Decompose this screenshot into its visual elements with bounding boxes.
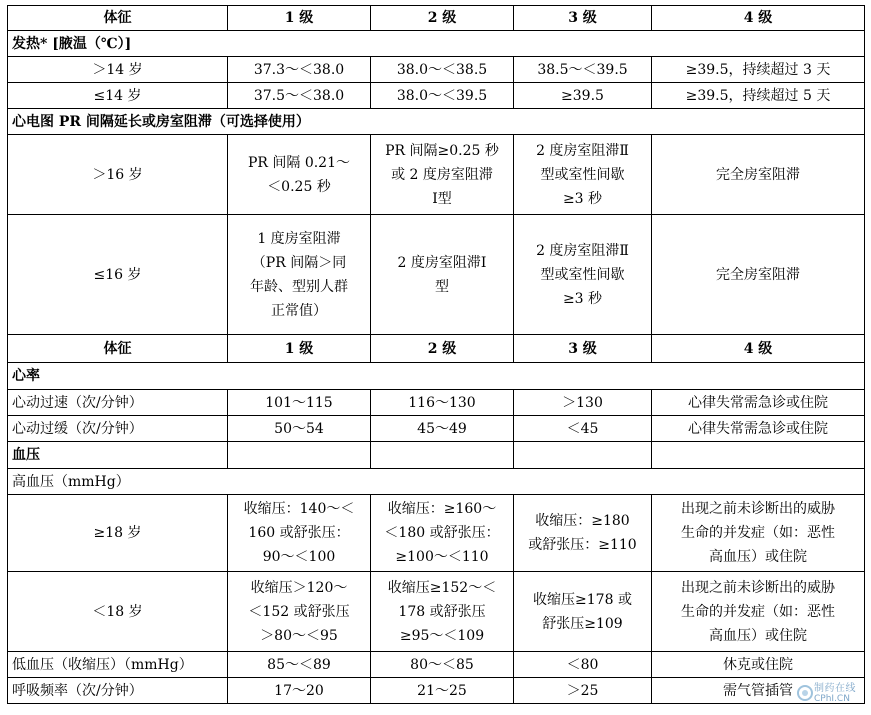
- header-grade-3: 3 级: [514, 335, 652, 363]
- grade-2-cell: 38.0～＜38.5: [371, 57, 514, 83]
- header-grade-1: 1 级: [228, 335, 371, 363]
- grade-4-cell: 出现之前未诊断出的威胁 生命的并发症（如：恶性 高血压）或住院: [652, 495, 865, 572]
- ecg-section-row: [8, 109, 865, 135]
- fever-section-title: 发热* [腋温（℃）]: [8, 31, 865, 57]
- table-row: [8, 57, 865, 83]
- table-row: [8, 83, 865, 109]
- header-grade-4: 4 级: [652, 335, 865, 363]
- grade-3-cell: 收缩压≥178 或 舒张压≥109: [514, 572, 652, 652]
- grade-3-cell: ＞25: [514, 678, 652, 704]
- grade-3-cell: 2 度房室阻滞Ⅱ 型或室性间歇 ≥3 秒: [514, 215, 652, 335]
- grade-1-cell: 收缩压＞120～ ＜152 或舒张压 ＞80～＜95: [228, 572, 371, 652]
- header-sign: 体征: [8, 6, 228, 31]
- grade-1-cell: 85～＜89: [228, 652, 371, 678]
- grade-2-cell: PR 间隔≥0.25 秒 或 2 度房室阻滞 Ⅰ型: [371, 135, 514, 215]
- row-label: 呼吸频率（次/分钟）: [8, 678, 228, 704]
- grade-4-cell: 心律失常需急诊或住院: [652, 416, 865, 442]
- grade-3-cell: ＞130: [514, 390, 652, 416]
- blood-pressure-section-title: 血压: [8, 442, 228, 469]
- grade-1-cell: 1 度房室阻滞 （PR 间隔＞同 年龄、型别人群 正常值）: [228, 215, 371, 335]
- table-row: [8, 390, 865, 416]
- grade-1-cell: 50～54: [228, 416, 371, 442]
- grade-1-cell: 37.3～＜38.0: [228, 57, 371, 83]
- header-sign: 体征: [8, 335, 228, 363]
- grade-3-cell: ＜80: [514, 652, 652, 678]
- grade-2-cell: 45～49: [371, 416, 514, 442]
- empty-cell: [514, 442, 652, 469]
- grade-2-cell: 80～＜85: [371, 652, 514, 678]
- heart-rate-section-row: [8, 363, 865, 390]
- row-label: ＞14 岁: [8, 57, 228, 83]
- header-grade-2: 2 级: [371, 6, 514, 31]
- table-row: [8, 495, 865, 572]
- empty-cell: [228, 442, 371, 469]
- hypertension-subheader-row: [8, 469, 865, 495]
- table-row: [8, 215, 865, 335]
- watermark-url: CPhI.CN: [814, 694, 850, 704]
- grade-3-cell: ≥39.5: [514, 83, 652, 109]
- heart-rate-section-title: 心率: [8, 363, 865, 390]
- watermark-name: 制药在线: [814, 683, 856, 694]
- grade-4-cell: 完全房室阻滞: [652, 215, 865, 335]
- header-row: [8, 6, 865, 31]
- empty-cell: [652, 442, 865, 469]
- grade-1-cell: 37.5～＜38.0: [228, 83, 371, 109]
- table-row: [8, 652, 865, 678]
- grade-1-cell: 17～20: [228, 678, 371, 704]
- row-label: ≥18 岁: [8, 495, 228, 572]
- grade-2-cell: 21～25: [371, 678, 514, 704]
- header-grade-4: 4 级: [652, 6, 865, 31]
- grade-4-cell: 需气管插管: [652, 678, 865, 704]
- row-label: ≤14 岁: [8, 83, 228, 109]
- table-row: [8, 678, 865, 704]
- row-label: ≤16 岁: [8, 215, 228, 335]
- ecg-section-title: 心电图 PR 间隔延长或房室阻滞（可选择使用）: [8, 109, 865, 135]
- grade-4-cell: ≥39.5，持续超过 5 天: [652, 83, 865, 109]
- grade-2-cell: 2 度房室阻滞Ⅰ 型: [371, 215, 514, 335]
- header-row: [8, 335, 865, 363]
- grade-3-cell: 38.5～＜39.5: [514, 57, 652, 83]
- grade-4-cell: 完全房室阻滞: [652, 135, 865, 215]
- watermark: [795, 677, 867, 711]
- grade-4-cell: 休克或住院: [652, 652, 865, 678]
- header-grade-3: 3 级: [514, 6, 652, 31]
- grade-4-cell: 心律失常需急诊或住院: [652, 390, 865, 416]
- grade-4-cell: ≥39.5，持续超过 3 天: [652, 57, 865, 83]
- row-label: 低血压（收缩压）（mmHg）: [8, 652, 228, 678]
- fever-section-row: [8, 31, 865, 57]
- cphi-logo-icon: [795, 683, 815, 703]
- row-label: 心动过缓（次/分钟）: [8, 416, 228, 442]
- grade-1-cell: 101～115: [228, 390, 371, 416]
- header-grade-2: 2 级: [371, 335, 514, 363]
- grade-2-cell: 收缩压：≥160～ ＜180 或舒张压： ≥100～＜110: [371, 495, 514, 572]
- table-row: [8, 135, 865, 215]
- row-label: ＞16 岁: [8, 135, 228, 215]
- grade-3-cell: ＜45: [514, 416, 652, 442]
- table-row: [8, 572, 865, 652]
- grade-2-cell: 38.0～＜39.5: [371, 83, 514, 109]
- grade-2-cell: 收缩压≥152～＜ 178 或舒张压 ≥95～＜109: [371, 572, 514, 652]
- header-grade-1: 1 级: [228, 6, 371, 31]
- grade-1-cell: 收缩压：140～＜ 160 或舒张压： 90～＜100: [228, 495, 371, 572]
- empty-cell: [371, 442, 514, 469]
- row-label: 心动过速（次/分钟）: [8, 390, 228, 416]
- hypertension-title: 高血压（mmHg）: [8, 469, 865, 495]
- grade-3-cell: 收缩压：≥180 或舒张压：≥110: [514, 495, 652, 572]
- grading-table: [7, 5, 865, 704]
- grade-4-cell: 出现之前未诊断出的威胁 生命的并发症（如：恶性 高血压）或住院: [652, 572, 865, 652]
- blood-pressure-section-row: [8, 442, 865, 469]
- grade-2-cell: 116～130: [371, 390, 514, 416]
- row-label: ＜18 岁: [8, 572, 228, 652]
- table-row: [8, 416, 865, 442]
- grade-3-cell: 2 度房室阻滞Ⅱ 型或室性间歇 ≥3 秒: [514, 135, 652, 215]
- grade-1-cell: PR 间隔 0.21～ ＜0.25 秒: [228, 135, 371, 215]
